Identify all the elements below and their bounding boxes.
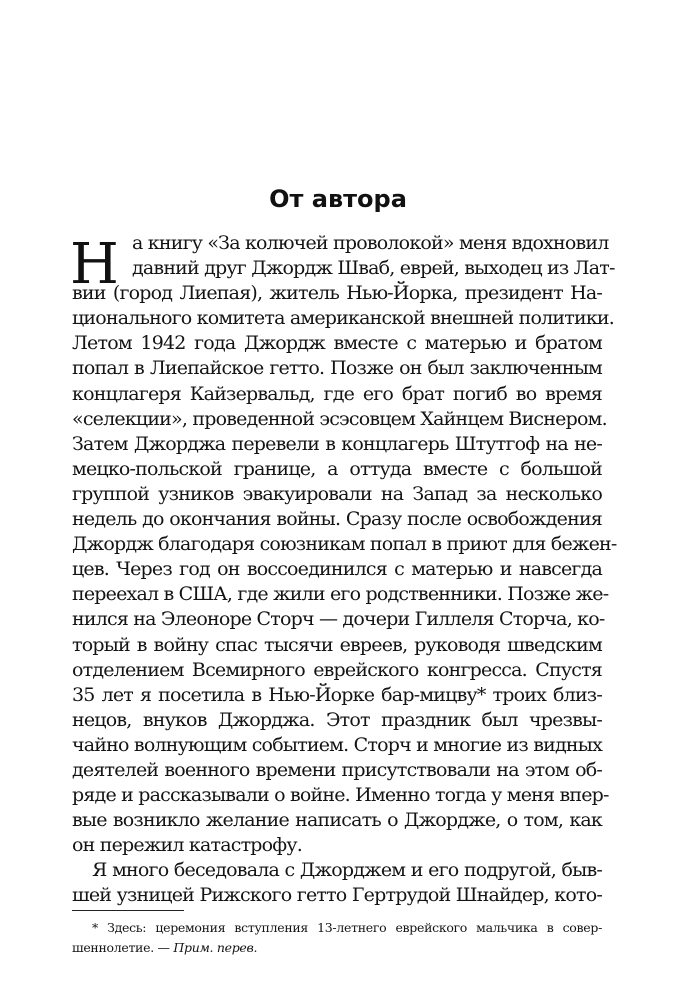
text-line: попал в Лиепайское гетто. Позже он был заключенным — [72, 357, 602, 380]
text-line: «селекции», проведенной эсэсовцем Хайнцем Виснером. — [72, 407, 607, 430]
footnote — [72, 918, 602, 958]
footnote-text: шеннолетие. — — [72, 940, 174, 955]
footnote-attribution: Прим. перев. — [173, 940, 258, 955]
text-line: Летом 1942 года Джордж вместе с матерью и братом — [72, 332, 602, 355]
drop-cap: Н — [70, 232, 119, 297]
text-line: цев. Через год он воссоединился с матерью и навсегда — [72, 558, 602, 581]
text-line: Я много беседовала с Джорджем и его подругой, быв- — [92, 859, 602, 882]
text-line: ционального комитета американской внешней политики. — [72, 307, 615, 330]
body-text — [72, 231, 617, 909]
text-line: торый в войну спас тысячи евреев, руководя шведским — [72, 633, 602, 656]
text-line: нецов, внуков Джорджа. Этот праздник был чрезвы- — [72, 708, 602, 731]
text-line: группой узников эвакуировали на Запад за несколько — [72, 482, 602, 505]
text-line: концлагеря Кайзервальд, где его брат погиб во время — [72, 382, 602, 405]
text-line: недель до окончания войны. Сразу после освобождения — [72, 508, 602, 531]
text-line: 35 лет я посетила в Нью-Йорке бар-мицву* троих близ- — [72, 683, 602, 706]
text-line: Джордж благодаря союзникам попал в приют для бежен- — [72, 533, 617, 556]
text-line: деятелей военного времени присутствовали на этом об- — [72, 758, 602, 781]
text-line: нился на Элеоноре Сторч — дочери Гиллеля Сторча, ко- — [72, 608, 605, 631]
text-line: вые возникло желание написать о Джордже, о том, как — [72, 809, 602, 832]
text-line: вии (город Лиепая), житель Нью-Йорка, президент На- — [72, 282, 602, 305]
text-line: он пережил катастрофу. — [72, 834, 302, 857]
text-line: переехал в США, где жили его родственники. Позже же- — [72, 583, 609, 606]
text-line: Затем Джорджа перевели в концлагерь Штутгоф на не- — [72, 432, 602, 455]
text-line: чайно волнующим событием. Сторч и многие из видных — [72, 733, 602, 756]
text-line: шей узницей Рижского гетто Гертрудой Шнайдер, кото- — [72, 884, 602, 907]
text-line: а книгу «За колючей проволокой» меня вдохновил — [132, 232, 609, 254]
page-title: От автора — [269, 185, 407, 213]
footnote-line — [72, 938, 602, 958]
text-line: давний друг Джордж Шваб, еврей, выходец из Лат- — [132, 257, 615, 280]
text-line: мецко-польской границе, а оттуда вместе с большой — [72, 457, 602, 480]
footnote-line: * Здесь: церемония вступления 13-летнего еврейского мальчика в совер- — [92, 920, 602, 935]
footnote-divider — [72, 910, 184, 911]
text-line: ряде и рассказывали о войне. Именно тогда у меня впер- — [72, 784, 609, 807]
text-line: отделением Всемирного еврейского конгресса. Спустя — [72, 658, 602, 681]
